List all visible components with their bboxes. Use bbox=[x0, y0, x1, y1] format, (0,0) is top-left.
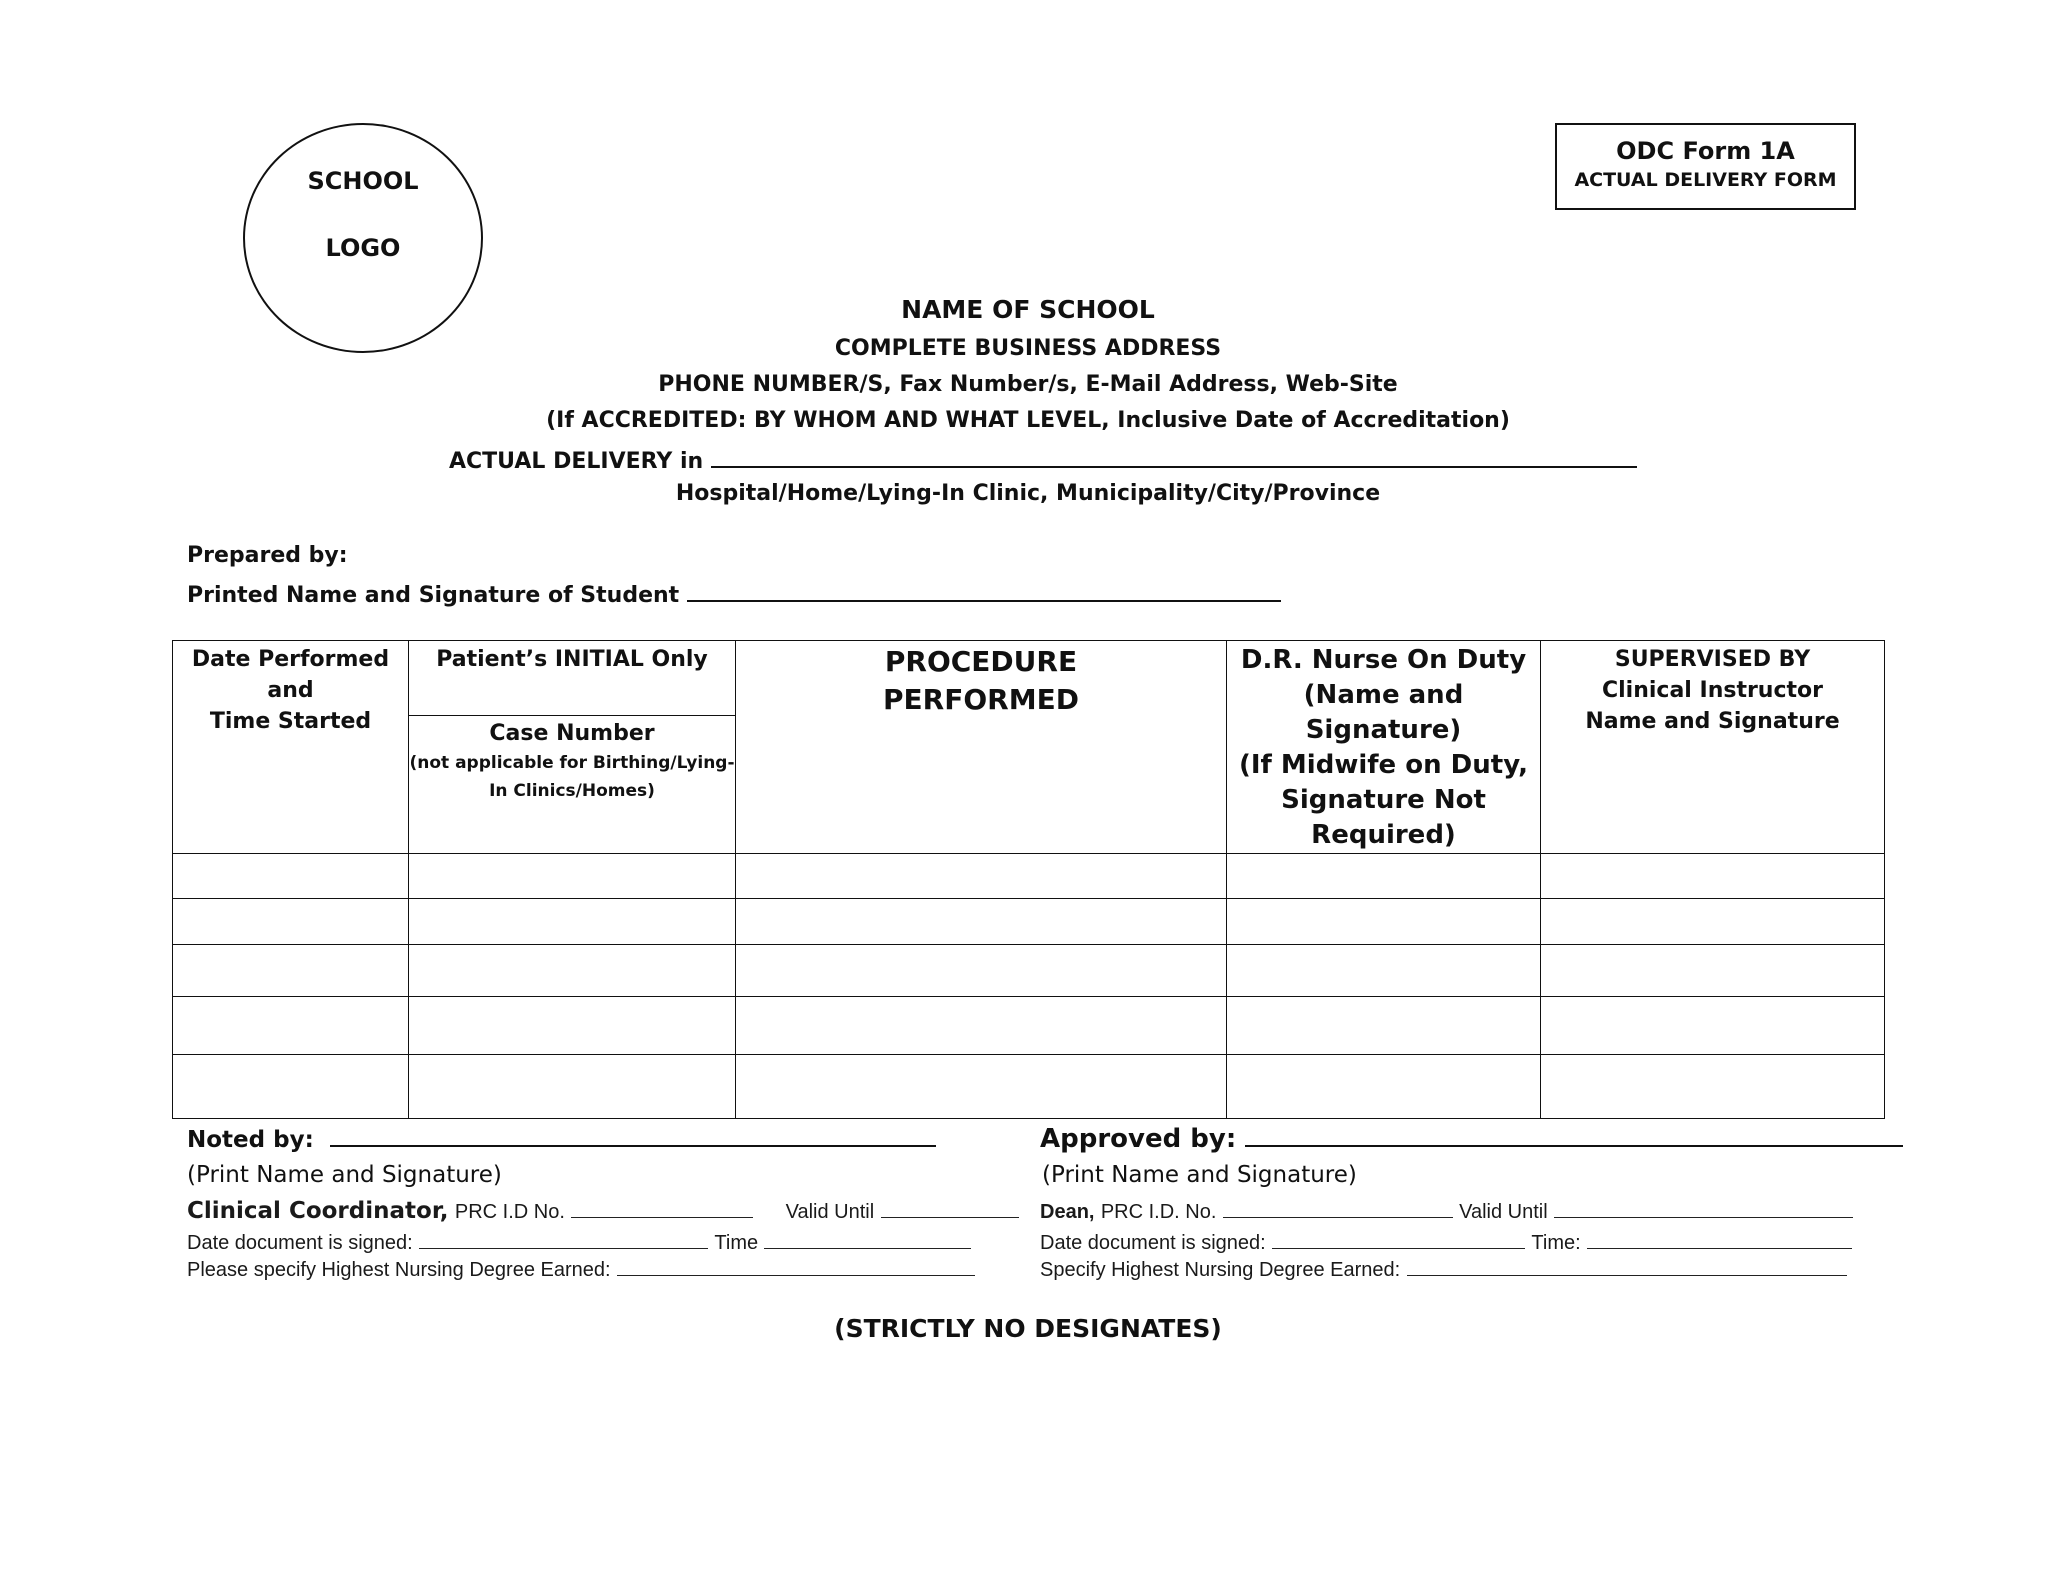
table-cell[interactable] bbox=[1541, 899, 1885, 945]
table-cell[interactable] bbox=[409, 899, 736, 945]
table-cell[interactable] bbox=[173, 1055, 409, 1119]
table-row bbox=[173, 854, 1885, 899]
approved-prc-field[interactable] bbox=[1223, 1199, 1453, 1218]
table-cell[interactable] bbox=[736, 854, 1227, 899]
approved-date-label: Date document is signed: bbox=[1040, 1232, 1266, 1254]
accreditation-info: (If ACCREDITED: BY WHOM AND WHAT LEVEL, Inclusive Date of Accreditation) bbox=[546, 408, 1510, 433]
table-cell[interactable] bbox=[1227, 997, 1541, 1055]
header-supervised-line1: SUPERVISED BY bbox=[1614, 647, 1811, 672]
approved-by-label: Approved by: bbox=[1040, 1124, 1237, 1154]
student-signature-field[interactable] bbox=[687, 580, 1281, 602]
approved-date-row bbox=[1040, 1230, 1852, 1255]
table-cell[interactable] bbox=[1541, 1055, 1885, 1119]
noted-prc-row bbox=[187, 1198, 1019, 1224]
noted-prc-field[interactable] bbox=[571, 1199, 753, 1218]
business-address: COMPLETE BUSINESS ADDRESS bbox=[834, 336, 1222, 361]
approved-by-field[interactable] bbox=[1245, 1121, 1903, 1147]
table-cell[interactable] bbox=[1541, 945, 1885, 997]
header-procedure-line2: PERFORMED bbox=[883, 683, 1079, 716]
noted-by-field[interactable] bbox=[330, 1123, 936, 1147]
header-patient-initial bbox=[409, 641, 736, 716]
header-nurse-line2: (Name and Signature) bbox=[1303, 680, 1464, 745]
noted-time-field[interactable] bbox=[764, 1230, 971, 1249]
table-cell[interactable] bbox=[409, 854, 736, 899]
table-row bbox=[173, 997, 1885, 1055]
noted-time-label: Time bbox=[714, 1232, 759, 1254]
approved-degree-row bbox=[1040, 1257, 1847, 1282]
table-cell[interactable] bbox=[173, 854, 409, 899]
noted-by-label: Noted by: bbox=[187, 1127, 314, 1153]
table-cell[interactable] bbox=[173, 945, 409, 997]
approved-prc-row bbox=[1040, 1199, 1853, 1224]
header-case-note-line2: In Clinics/Homes) bbox=[489, 781, 655, 802]
table-cell[interactable] bbox=[173, 997, 409, 1055]
table-cell[interactable] bbox=[1541, 854, 1885, 899]
delivery-records-table bbox=[172, 640, 1885, 1119]
header-nurse-line5: Required) bbox=[1311, 820, 1456, 850]
approved-prc-label: PRC I.D. No. bbox=[1100, 1201, 1217, 1223]
delivery-location-field[interactable] bbox=[711, 444, 1637, 468]
table-cell[interactable] bbox=[736, 899, 1227, 945]
header-dr-nurse bbox=[1227, 641, 1541, 854]
approved-degree-field[interactable] bbox=[1407, 1257, 1847, 1276]
header-case-number bbox=[409, 716, 736, 854]
noted-by-row bbox=[187, 1123, 936, 1153]
noted-date-label: Date document is signed: bbox=[187, 1232, 413, 1254]
table-cell[interactable] bbox=[1227, 945, 1541, 997]
approved-valid-label: Valid Until bbox=[1459, 1201, 1548, 1223]
header-date-line2: and bbox=[267, 678, 314, 703]
table-cell[interactable] bbox=[409, 1055, 736, 1119]
approved-time-field[interactable] bbox=[1587, 1230, 1852, 1249]
approved-valid-field[interactable] bbox=[1554, 1199, 1853, 1218]
student-signature-label: Printed Name and Signature of Student bbox=[187, 583, 680, 608]
student-signature-row bbox=[187, 580, 1281, 608]
approved-print-label: (Print Name and Signature) bbox=[1042, 1162, 1357, 1188]
table-cell[interactable] bbox=[736, 1055, 1227, 1119]
header-procedure-line1: PROCEDURE bbox=[884, 645, 1078, 678]
header-nurse-line1: D.R. Nurse On Duty bbox=[1240, 645, 1527, 675]
header-patient-initial-text: Patient’s INITIAL Only bbox=[436, 647, 708, 672]
approved-degree-label: Specify Highest Nursing Degree Earned: bbox=[1040, 1259, 1401, 1281]
delivery-location-hint: Hospital/Home/Lying-In Clinic, Municipality/City/Province bbox=[675, 481, 1381, 506]
approved-role: Dean, bbox=[1040, 1201, 1095, 1223]
noted-role: Clinical Coordinator, bbox=[187, 1198, 449, 1224]
header-date-line3: Time Started bbox=[209, 709, 372, 734]
header-supervised-by bbox=[1541, 641, 1885, 854]
logo-text-line2: LOGO bbox=[325, 234, 401, 262]
school-name: NAME OF SCHOOL bbox=[901, 295, 1155, 324]
noted-print-label: (Print Name and Signature) bbox=[187, 1162, 502, 1188]
header-nurse-line4: Signature Not bbox=[1281, 785, 1486, 815]
noted-degree-row bbox=[187, 1257, 975, 1282]
header-supervised-line2: Clinical Instructor bbox=[1601, 678, 1823, 703]
approved-date-field[interactable] bbox=[1272, 1230, 1525, 1249]
header-procedure bbox=[736, 641, 1227, 854]
table-row bbox=[173, 1055, 1885, 1119]
form-title: ACTUAL DELIVERY FORM bbox=[1574, 169, 1837, 191]
table-cell[interactable] bbox=[1227, 899, 1541, 945]
table-cell[interactable] bbox=[1227, 854, 1541, 899]
approved-time-label: Time: bbox=[1531, 1232, 1581, 1254]
table-cell[interactable] bbox=[409, 945, 736, 997]
strictly-no-designates: (STRICTLY NO DESIGNATES) bbox=[834, 1314, 1222, 1343]
logo-text-line1: SCHOOL bbox=[307, 167, 419, 195]
header-case-number-text: Case Number bbox=[489, 721, 655, 747]
header-date-time bbox=[173, 641, 409, 854]
header-case-note-line1: (not applicable for Birthing/Lying- bbox=[409, 753, 735, 774]
table-cell[interactable] bbox=[1541, 997, 1885, 1055]
table-cell[interactable] bbox=[1227, 1055, 1541, 1119]
noted-degree-field[interactable] bbox=[617, 1257, 975, 1276]
form-code-box bbox=[1555, 123, 1856, 210]
noted-degree-label: Please specify Highest Nursing Degree Earned: bbox=[187, 1259, 611, 1281]
table-row bbox=[173, 945, 1885, 997]
header-supervised-line3: Name and Signature bbox=[1585, 709, 1840, 734]
table-cell[interactable] bbox=[409, 997, 736, 1055]
form-code: ODC Form 1A bbox=[1616, 137, 1795, 165]
header-nurse-line3: (If Midwife on Duty, bbox=[1239, 750, 1528, 780]
delivery-label: ACTUAL DELIVERY in bbox=[449, 449, 704, 474]
noted-date-row bbox=[187, 1230, 971, 1255]
contact-info: PHONE NUMBER/S, Fax Number/s, E-Mail Address, Web-Site bbox=[658, 372, 1398, 397]
noted-valid-field[interactable] bbox=[881, 1199, 1019, 1218]
table-cell[interactable] bbox=[173, 899, 409, 945]
prepared-by-label: Prepared by: bbox=[187, 543, 348, 568]
approved-by-row bbox=[1040, 1121, 1903, 1154]
table-row bbox=[173, 899, 1885, 945]
noted-valid-label: Valid Until bbox=[785, 1201, 875, 1223]
delivery-location-row bbox=[449, 444, 1637, 474]
noted-date-field[interactable] bbox=[419, 1230, 708, 1249]
table-cell[interactable] bbox=[736, 997, 1227, 1055]
noted-prc-label: PRC I.D No. bbox=[454, 1201, 565, 1223]
header-date-line1: Date Performed bbox=[191, 647, 390, 672]
table-cell[interactable] bbox=[736, 945, 1227, 997]
